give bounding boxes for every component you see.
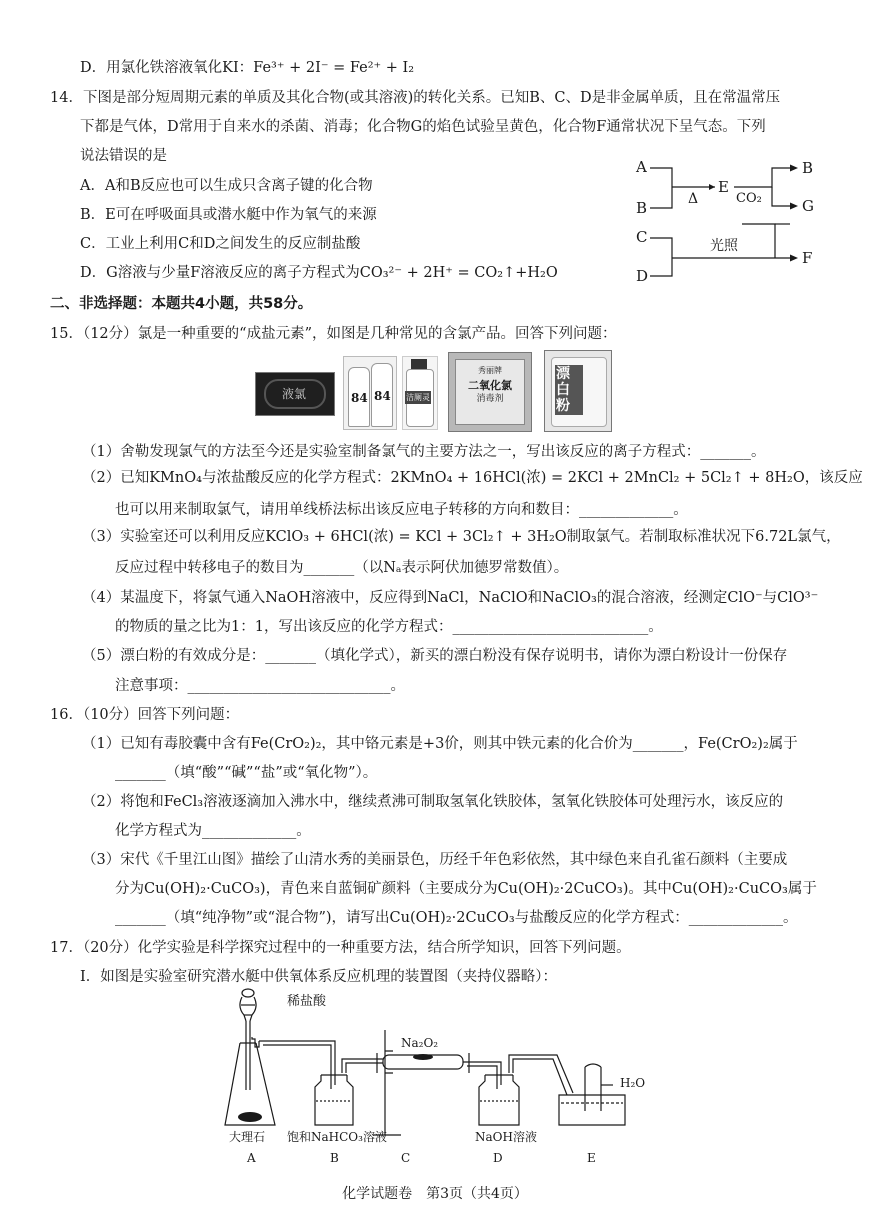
node-g: G (802, 197, 814, 215)
label-e: E (587, 1151, 596, 1165)
node-d: D (636, 267, 649, 285)
heat-symbol: Δ (688, 191, 699, 207)
q16-subq1-line2: _______（填“酸”“碱”“盐”或“氧化物”）。 (115, 765, 378, 781)
q16-intro: 16．（10分）回答下列问题： (50, 707, 240, 723)
node-f: F (802, 249, 813, 267)
light-label: 光照 (710, 238, 738, 254)
q14-option-d: D．G溶液与少量F溶液反应的离子方程式为CO₃²⁻ + 2H⁺ = CO₂↑+H₂O (80, 265, 558, 281)
q17-intro: 17．（20分）化学实验是科学探究过程中的一种重要方法，结合所学知识，回答下列问题。 (50, 940, 631, 956)
chlorine-dioxide-packet-photo (448, 352, 532, 432)
q15-subq5-line1: （5）漂白粉的有效成分是：_______（填化学式），新买的漂白粉没有保存说明书，请你为漂白粉设计一份保存 (82, 648, 788, 664)
q14-option-a: A．A和B反应也可以生成只含离子键的化合物 (80, 178, 373, 194)
label-dilute-hcl: 稀盐酸 (287, 994, 327, 1009)
label-marble: 大理石 (229, 1130, 266, 1144)
section-2-heading: 二、非选择题：本题共4小题，共58分。 (50, 296, 313, 312)
q16-subq3-line1: （3）宋代《千里江山图》描绘了山清水秀的美丽景色，历经千年色彩依然，其中绿色来自孔雀石颜料（主要成 (82, 852, 788, 868)
bleaching-powder-bag-photo (544, 350, 612, 432)
q14-conversion-diagram (630, 150, 830, 290)
product-label-3: 84 (374, 389, 391, 403)
toilet-cleaner-bottle-photo (402, 356, 438, 430)
q15-subq5-line2: 注意事项：____________________________。 (115, 678, 405, 694)
node-e: E (718, 178, 729, 196)
liquid-chlorine-cylinder-photo (255, 372, 335, 416)
q15-subq4-line1: （4）某温度下，将氯气通入NaOH溶液中，反应得到NaCl，NaClO和NaClO₃的混合溶液，经测定ClO⁻与ClO³⁻ (82, 590, 819, 606)
q15-subq3-line1: （3）实验室还可以利用反应KClO₃ + 6HCl(浓) = KCl + 3Cl₂↑ + 3H₂O制取氯气。若制取标准状况下6.72L氯气， (82, 529, 841, 545)
q15-subq4-line2: 的物质的量之比为1：1，写出该反应的化学方程式：___________________________。 (115, 619, 663, 635)
q17-part1: Ⅰ．如图是实验室研究潜水艇中供氧体系反应机理的装置图（夹持仪器略）： (80, 969, 557, 985)
product-label-5b: 二氧化氯 (468, 379, 512, 392)
page-footer: 化学试题卷 第3页（共4页） (342, 1186, 528, 1202)
node-b-in: B (636, 199, 648, 217)
q14-stem-line3: 说法错误的是 (80, 148, 167, 164)
bleach-84-bottles-photo (343, 356, 397, 430)
node-c: C (636, 228, 648, 246)
q16-subq3-line3: _______（填“纯净物”或“混合物”)，请写出Cu(OH)₂·2CuCO₃与盐酸反应的化学方程式：_____________。 (115, 910, 798, 926)
label-c: C (401, 1151, 411, 1165)
q16-subq2-line2: 化学方程式为_____________。 (115, 823, 311, 839)
q14-option-c: C．工业上利用C和D之间发生的反应制盐酸 (80, 236, 361, 252)
co2-label: CO₂ (736, 191, 762, 206)
q15-intro: 15．（12分）氯是一种重要的“成盐元素”，如图是几种常见的含氯产品。回答下列问题： (50, 326, 617, 342)
product-label-5c: 消毒剂 (476, 394, 504, 404)
oxygen-supply-apparatus-diagram (215, 985, 655, 1170)
q15-subq1: （1）舍勒发现氯气的方法至今还是实验室制备氯气的主要方法之一，写出该反应的离子方程式：_______。 (82, 444, 766, 460)
product-label-5a: 秀丽牌 (478, 366, 502, 375)
node-a: A (636, 158, 647, 176)
label-h2o: H₂O (620, 1076, 646, 1090)
product-label-2: 84 (351, 391, 368, 405)
product-label-4: 洁厕灵 (406, 393, 430, 402)
label-a: A (247, 1151, 256, 1165)
q16-subq2-line1: （2）将饱和FeCl₃溶液逐滴加入沸水中，继续煮沸可制取氢氧化铁胶体，氢氧化铁胶体可处理污水，该反应的 (82, 794, 784, 810)
label-nahco3: 饱和NaHCO₃溶液 (287, 1130, 387, 1144)
product-label-6: 漂白粉 (555, 365, 583, 415)
q14-stem-line2: 下都是气体，D常用于自来水的杀菌、消毒；化合物G的焰色试验呈黄色，化合物F通常状况下呈气态。下列 (80, 119, 766, 135)
label-naoh: NaOH溶液 (475, 1130, 537, 1144)
label-d: D (493, 1151, 503, 1165)
q15-subq2-line2: 也可以用来制取氯气，请用单线桥法标出该反应电子转移的方向和数目：_____________。 (115, 502, 688, 518)
node-b-out: B (802, 159, 814, 177)
product-label-1: 液氯 (282, 387, 307, 401)
q13-option-d: D．用氯化铁溶液氧化KI：Fe³⁺ + 2I⁻ = Fe²⁺ + I₂ (80, 60, 415, 76)
q15-subq2-line1: （2）已知KMnO₄与浓盐酸反应的化学方程式：2KMnO₄ + 16HCl(浓) = 2KCl + 2MnCl₂ + 5Cl₂↑ + 8H₂O，该反应 (82, 470, 863, 486)
q15-subq3-line2: 反应过程中转移电子的数目为_______（以Nₐ表示阿伏加德罗常数值）。 (115, 560, 569, 576)
q14-stem-line1: 14．下图是部分短周期元素的单质及其化合物(或其溶液)的转化关系。已知B、C、D是非金属单质，且在常温常压 (50, 90, 781, 106)
q16-subq1-line1: （1）已知有毒胶囊中含有Fe(CrO₂)₂，其中铬元素是+3价，则其中铁元素的化合价为_______，Fe(CrO₂)₂属于 (82, 736, 798, 752)
label-na2o2: Na₂O₂ (401, 1036, 439, 1050)
q16-subq3-line2: 分为Cu(OH)₂·CuCO₃)，青色来自蓝铜矿颜料（主要成分为Cu(OH)₂·2CuCO₃)。其中Cu(OH)₂·CuCO₃属于 (115, 881, 817, 897)
label-b: B (330, 1151, 339, 1165)
q14-option-b: B．E可在呼吸面具或潜水艇中作为氧气的来源 (80, 207, 377, 223)
